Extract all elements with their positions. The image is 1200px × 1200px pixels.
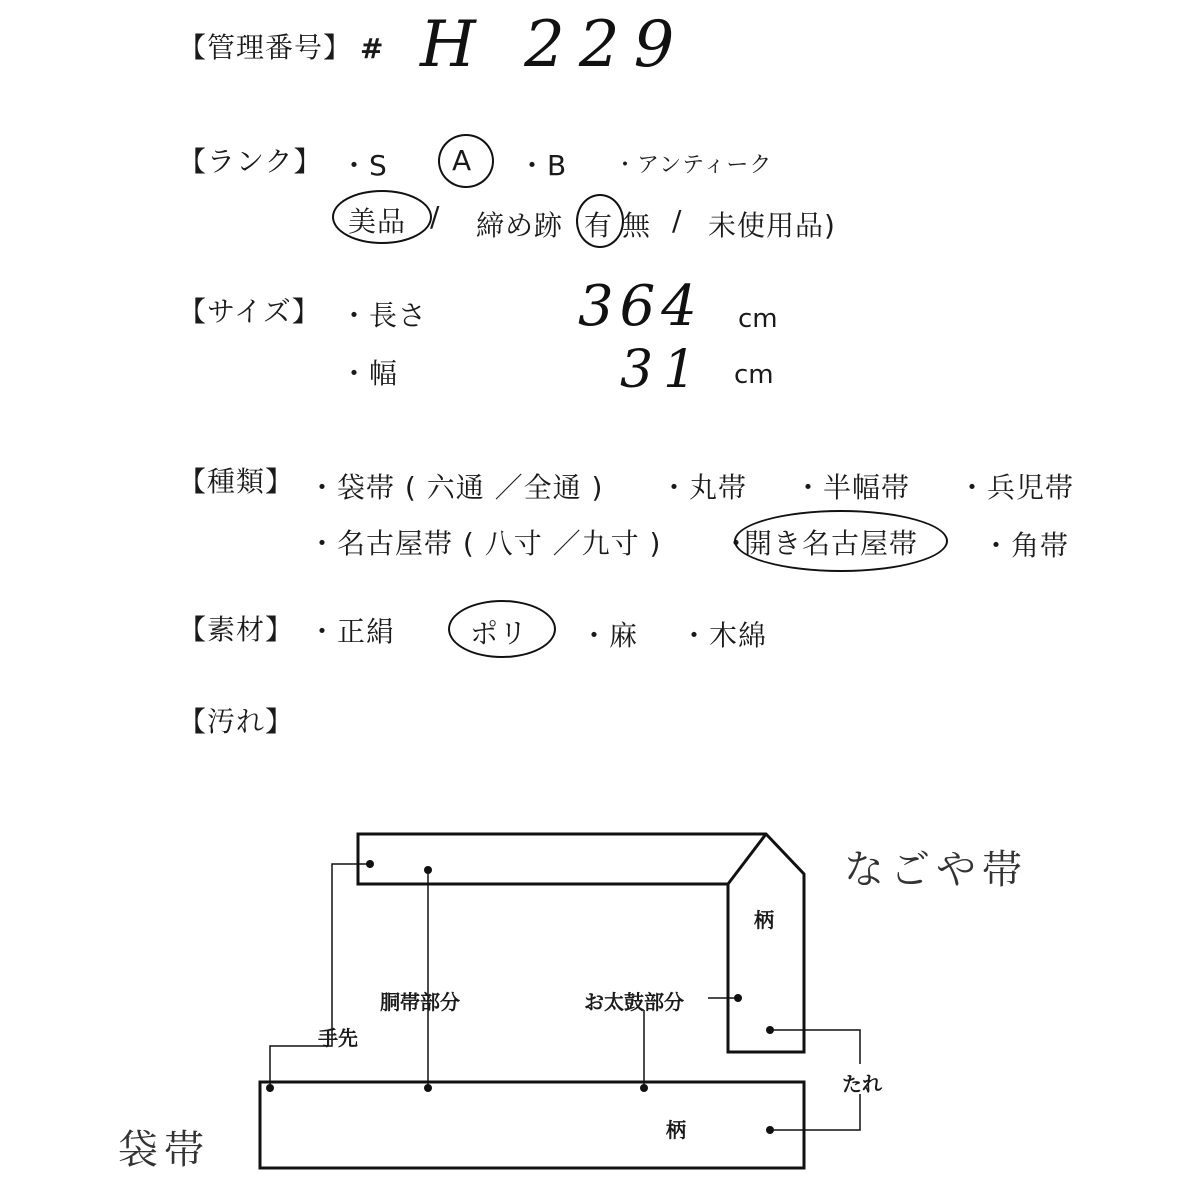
rank-option-antique: ・アンティーク: [614, 153, 773, 178]
kind-maru: ・丸帯: [660, 471, 748, 504]
size-length-value: 364: [578, 274, 703, 339]
size-width-label: ・幅: [340, 357, 399, 390]
tesaki-label: 手先: [318, 1026, 358, 1050]
otaiko-label: お太鼓部分: [584, 990, 684, 1014]
management-label: 【管理番号】: [178, 31, 353, 64]
condition-sep2: /: [672, 204, 683, 237]
kind-nagoya: ・名古屋帯 ( 八寸 ／九寸 ): [308, 527, 662, 560]
condition-marks-text: 締め跡: [476, 209, 564, 242]
tare-leader-bottom: [770, 1094, 860, 1130]
rank-option-s: ・S: [340, 149, 388, 182]
fukuro-title: 袋帯: [118, 1127, 210, 1173]
material-poly: ポリ: [470, 617, 529, 650]
rank-option-a: A: [452, 144, 473, 177]
size-label: 【サイズ】: [178, 295, 321, 328]
kind-hanhaba: ・半幅帯: [794, 471, 911, 504]
nagoya-obi-shape: [358, 834, 804, 1052]
management-number: H 229: [420, 8, 689, 82]
size-length-unit: cm: [738, 304, 778, 334]
condition-beautiful: 美品: [348, 205, 407, 238]
size-width-unit: cm: [734, 360, 774, 390]
dobu-label: 胴帯部分: [380, 990, 460, 1014]
kind-heko: ・兵児帯: [958, 471, 1075, 504]
hash-sign: #: [360, 32, 385, 65]
kind-kaku: ・角帯: [982, 529, 1070, 562]
material-hemp: ・麻: [580, 619, 639, 652]
kind-label: 【種類】: [178, 465, 295, 498]
rank-label: 【ランク】: [178, 145, 323, 178]
nagoya-fold-line: [728, 834, 766, 884]
condition-yes: 有: [584, 209, 614, 242]
pattern-top: 柄: [754, 908, 774, 932]
kind-hiraki-dot: ・: [722, 527, 752, 560]
condition-sep1: /: [430, 200, 441, 233]
material-cotton: ・木綿: [680, 619, 768, 652]
stain-label: 【汚れ】: [178, 705, 295, 738]
condition-unused: 未使用品): [708, 209, 836, 242]
tare-label: たれ: [842, 1072, 882, 1096]
fukuro-obi-shape: [260, 1082, 804, 1168]
condition-no: 無: [622, 209, 652, 242]
kind-hiraki-nagoya: 開き名古屋帯: [744, 527, 919, 560]
tare-leader: [770, 1030, 860, 1064]
size-width-value: 31: [620, 340, 707, 400]
material-silk: ・正絹: [308, 615, 396, 648]
tesaki-leader: [270, 864, 370, 1088]
kind-fukuro: ・袋帯 ( 六通 ／全通 ): [308, 471, 604, 504]
size-length-label: ・長さ: [340, 299, 428, 332]
rank-option-b: ・B: [518, 149, 568, 182]
nagoya-title: なごや帯: [844, 847, 1028, 893]
material-label: 【素材】: [178, 613, 295, 646]
pattern-bottom: 柄: [666, 1118, 686, 1142]
